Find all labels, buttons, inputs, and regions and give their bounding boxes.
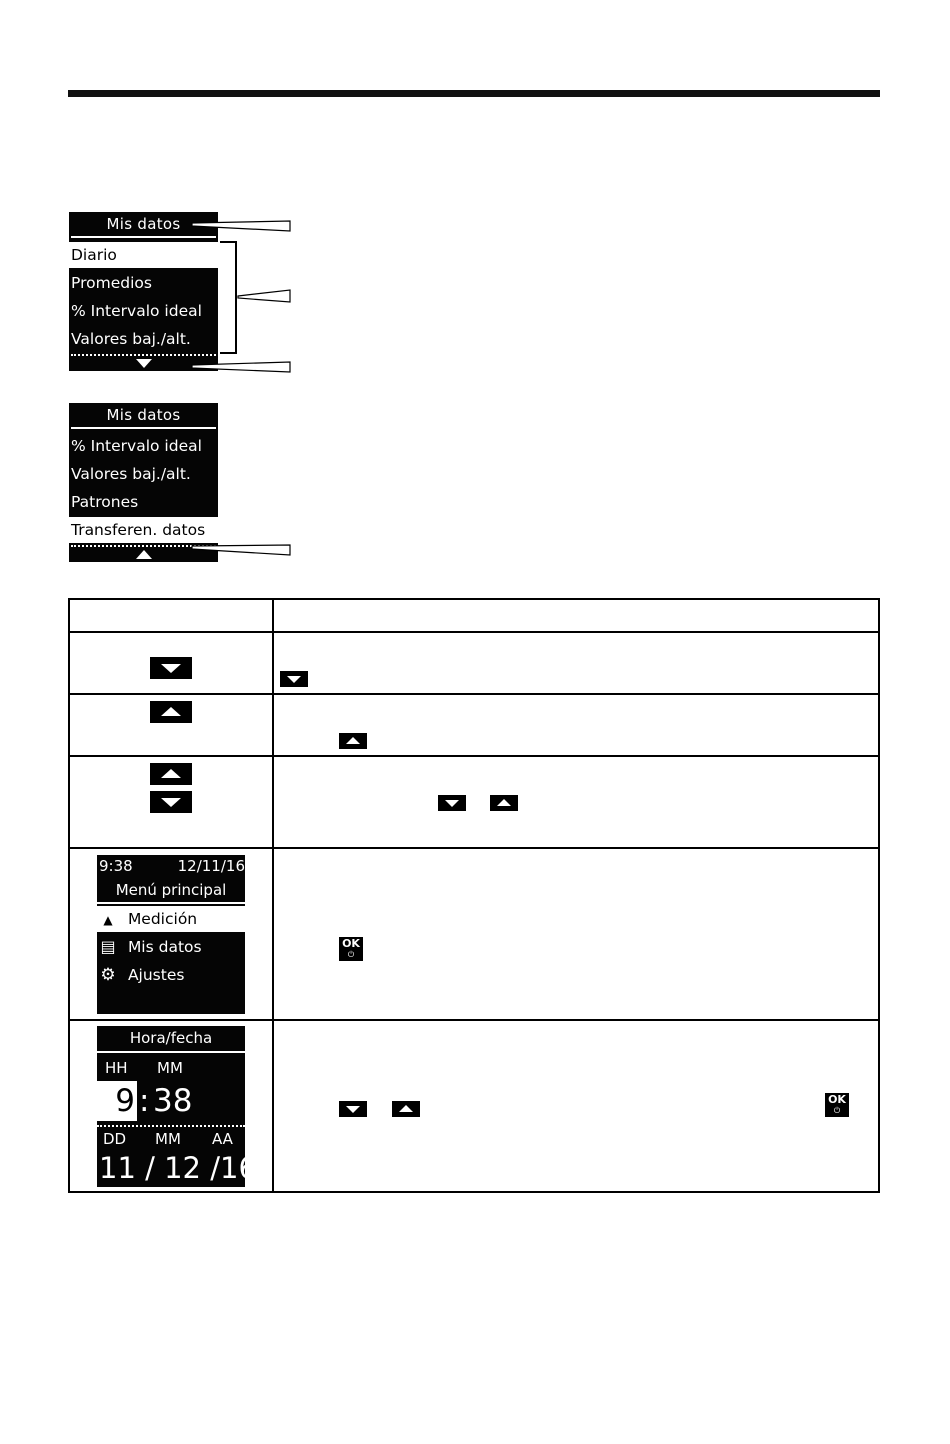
menu-item-intervalo[interactable]: % Intervalo ideal bbox=[71, 302, 202, 320]
row-description-cell bbox=[273, 632, 879, 694]
drop-icon: ▲ bbox=[103, 913, 113, 927]
row-description-cell bbox=[273, 756, 879, 848]
row-description-cell bbox=[273, 1020, 879, 1192]
aa-label: AA bbox=[212, 1130, 233, 1148]
down-button-icon bbox=[339, 1101, 367, 1117]
header-rule bbox=[68, 90, 880, 97]
menu-item-patrones[interactable]: Patrones bbox=[71, 493, 139, 511]
time-colon: : bbox=[139, 1083, 150, 1119]
date-value[interactable]: 11 / 12 /16 bbox=[99, 1151, 257, 1185]
up-button-icon bbox=[339, 733, 367, 749]
menu-item-intervalo[interactable]: % Intervalo ideal bbox=[71, 437, 202, 455]
menu-item-label: Medición bbox=[127, 910, 198, 928]
callout-lines-top bbox=[180, 210, 300, 380]
field-divider bbox=[97, 1125, 245, 1127]
mm-label: MM bbox=[157, 1059, 183, 1077]
header-cell-button bbox=[69, 599, 273, 632]
screen-title: Mis datos bbox=[106, 215, 181, 233]
meter-screen-my-data-bottom bbox=[69, 403, 218, 562]
up-button-icon bbox=[150, 763, 192, 785]
screen-date: 12/11/16 bbox=[177, 857, 245, 875]
screen-title: Hora/fecha bbox=[129, 1029, 213, 1047]
time-date-screen bbox=[97, 1026, 257, 1187]
screen-title: Menú principal bbox=[115, 881, 227, 899]
ok-button-icon: OK ⏻ bbox=[825, 1093, 849, 1117]
minute-field[interactable]: 38 bbox=[153, 1083, 193, 1119]
down-button-icon bbox=[438, 795, 466, 811]
down-button-icon bbox=[150, 657, 192, 679]
down-button-icon bbox=[150, 791, 192, 813]
row-button-cell bbox=[69, 694, 273, 756]
menu-item-mis-datos[interactable] bbox=[97, 934, 245, 960]
table-row bbox=[69, 1020, 879, 1192]
title-divider bbox=[97, 902, 245, 904]
row-screen-cell bbox=[69, 848, 273, 1020]
screen-time: 9:38 bbox=[99, 857, 133, 875]
row-button-cell bbox=[69, 756, 273, 848]
up-button-icon bbox=[150, 701, 192, 723]
title-divider bbox=[71, 427, 216, 429]
menu-item-transferencia[interactable]: Transferen. datos bbox=[69, 517, 218, 543]
table-row bbox=[69, 848, 879, 1020]
row-description-cell bbox=[273, 848, 879, 1020]
hh-label: HH bbox=[105, 1059, 128, 1077]
ok-button-icon: OK ⏻ bbox=[339, 937, 363, 961]
menu-item-promedios[interactable]: Promedios bbox=[71, 274, 152, 292]
menu-item-valores[interactable]: Valores baj./alt. bbox=[71, 330, 191, 348]
table-header-row bbox=[69, 599, 879, 632]
row-button-cell bbox=[69, 632, 273, 694]
header-cell-function bbox=[273, 599, 879, 632]
hour-field[interactable]: 9 bbox=[97, 1081, 137, 1121]
scroll-down-icon bbox=[136, 359, 152, 368]
data-icon: ▤ bbox=[100, 937, 116, 956]
mm2-label: MM bbox=[155, 1130, 181, 1148]
table-row bbox=[69, 632, 879, 694]
menu-item-ajustes[interactable] bbox=[97, 962, 245, 988]
up-button-icon bbox=[392, 1101, 420, 1117]
row-description-cell bbox=[273, 694, 879, 756]
dd-label: DD bbox=[103, 1130, 127, 1148]
button-function-table bbox=[68, 598, 880, 1193]
scroll-up-icon bbox=[136, 550, 152, 559]
menu-item-label: Mis datos bbox=[127, 938, 202, 956]
row-screen-cell bbox=[69, 1020, 273, 1192]
screen-title: Mis datos bbox=[106, 406, 181, 424]
menu-item-medicion[interactable] bbox=[97, 906, 245, 932]
up-button-icon bbox=[490, 795, 518, 811]
main-menu-screen bbox=[97, 855, 245, 1014]
table-row bbox=[69, 694, 879, 756]
title-divider bbox=[97, 1051, 245, 1053]
menu-item-valores[interactable]: Valores baj./alt. bbox=[71, 465, 191, 483]
gear-icon: ⚙ bbox=[100, 965, 116, 985]
down-button-icon bbox=[280, 671, 308, 687]
callout-line-bottom bbox=[180, 540, 300, 564]
menu-item-diario[interactable]: Diario bbox=[69, 242, 218, 268]
table-row bbox=[69, 756, 879, 848]
menu-item-label: Ajustes bbox=[127, 966, 185, 984]
